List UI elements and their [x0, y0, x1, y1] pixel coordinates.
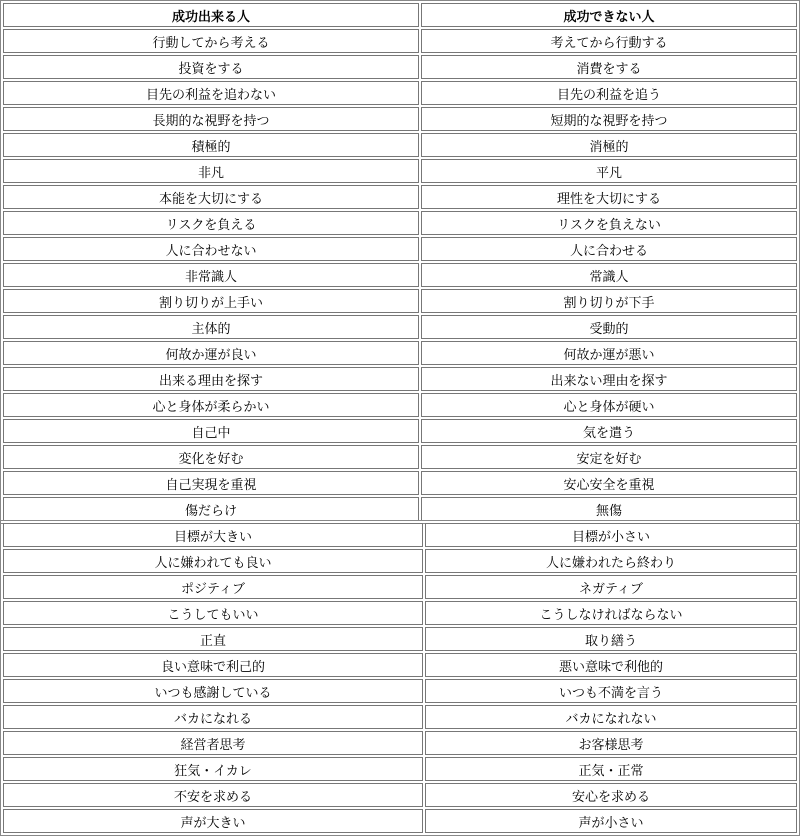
- failure-cell: 取り繕う: [425, 627, 797, 651]
- success-cell: 本能を大切にする: [3, 185, 419, 209]
- success-cell: いつも感謝している: [3, 679, 423, 703]
- table-row: [3, 523, 797, 547]
- table-row: [3, 237, 797, 261]
- success-cell: 出来る理由を探す: [3, 367, 419, 391]
- success-cell: 不安を求める: [3, 783, 423, 807]
- success-cell: ポジティブ: [3, 575, 423, 599]
- table-row: [3, 679, 797, 703]
- success-cell: 行動してから考える: [3, 29, 419, 53]
- failure-cell: 安定を好む: [421, 445, 797, 469]
- success-cell: リスクを負える: [3, 211, 419, 235]
- failure-cell: 安心安全を重視: [421, 471, 797, 495]
- failure-cell: 心と身体が硬い: [421, 393, 797, 417]
- table-row: [3, 601, 797, 625]
- failure-cell: 受動的: [421, 315, 797, 339]
- success-cell: 心と身体が柔らかい: [3, 393, 419, 417]
- table-row: [3, 367, 797, 391]
- failure-cell: 常識人: [421, 263, 797, 287]
- failure-cell: バカになれない: [425, 705, 797, 729]
- failure-cell: 気を遣う: [421, 419, 797, 443]
- table-row: [3, 575, 797, 599]
- success-cell: 傷だらけ: [3, 497, 419, 521]
- failure-cell: 短期的な視野を持つ: [421, 107, 797, 131]
- table-row: [3, 445, 797, 469]
- success-cell: 人に嫌われても良い: [3, 549, 423, 573]
- success-cell: 非常識人: [3, 263, 419, 287]
- table-row: [3, 29, 797, 53]
- failure-cell: 悪い意味で利他的: [425, 653, 797, 677]
- success-cell: 主体的: [3, 315, 419, 339]
- success-cell: 何故か運が良い: [3, 341, 419, 365]
- failure-cell: リスクを負えない: [421, 211, 797, 235]
- failure-cell: 割り切りが下手: [421, 289, 797, 313]
- header-failure: 成功できない人: [421, 3, 797, 27]
- success-cell: 自己中: [3, 419, 419, 443]
- table-row: [3, 341, 797, 365]
- failure-cell: 何故か運が悪い: [421, 341, 797, 365]
- success-cell: 人に合わせない: [3, 237, 419, 261]
- failure-cell: 理性を大切にする: [421, 185, 797, 209]
- failure-cell: 声が小さい: [425, 809, 797, 833]
- table-row: [3, 81, 797, 105]
- table-row: [3, 783, 797, 807]
- table-row: [3, 549, 797, 573]
- header-success: 成功出来る人: [3, 3, 419, 27]
- success-cell: 良い意味で利己的: [3, 653, 423, 677]
- failure-cell: 目標が小さい: [425, 523, 797, 547]
- table-row: [3, 133, 797, 157]
- comparison-table-2: [0, 520, 800, 836]
- failure-cell: 安心を求める: [425, 783, 797, 807]
- table-row: [3, 211, 797, 235]
- table-row: [3, 107, 797, 131]
- success-cell: 長期的な視野を持つ: [3, 107, 419, 131]
- success-cell: 投資をする: [3, 55, 419, 79]
- table-row: [3, 471, 797, 495]
- failure-cell: 消費をする: [421, 55, 797, 79]
- table-row: [3, 731, 797, 755]
- table-row: [3, 809, 797, 833]
- failure-cell: 正気・正常: [425, 757, 797, 781]
- failure-cell: 出来ない理由を探す: [421, 367, 797, 391]
- table-row: [3, 653, 797, 677]
- table-row: [3, 159, 797, 183]
- failure-cell: 消極的: [421, 133, 797, 157]
- failure-cell: お客様思考: [425, 731, 797, 755]
- success-cell: 声が大きい: [3, 809, 423, 833]
- failure-cell: 人に合わせる: [421, 237, 797, 261]
- table-row: [3, 185, 797, 209]
- success-cell: 割り切りが上手い: [3, 289, 419, 313]
- failure-cell: いつも不満を言う: [425, 679, 797, 703]
- table-row: [3, 627, 797, 651]
- success-cell: 変化を好む: [3, 445, 419, 469]
- success-cell: 正直: [3, 627, 423, 651]
- success-cell: 自己実現を重視: [3, 471, 419, 495]
- table-row: [3, 497, 797, 521]
- success-cell: 狂気・イカレ: [3, 757, 423, 781]
- table-row: [3, 419, 797, 443]
- success-cell: こうしてもいい: [3, 601, 423, 625]
- success-cell: 積極的: [3, 133, 419, 157]
- table-row: [3, 315, 797, 339]
- success-cell: 経営者思考: [3, 731, 423, 755]
- table-row: [3, 55, 797, 79]
- success-cell: 目標が大きい: [3, 523, 423, 547]
- header-row: [3, 3, 797, 27]
- success-cell: 非凡: [3, 159, 419, 183]
- success-cell: 目先の利益を追わない: [3, 81, 419, 105]
- failure-cell: 目先の利益を追う: [421, 81, 797, 105]
- table-row: [3, 393, 797, 417]
- table-row: [3, 263, 797, 287]
- table-row: [3, 289, 797, 313]
- failure-cell: 人に嫌われたら終わり: [425, 549, 797, 573]
- table-row: [3, 757, 797, 781]
- failure-cell: こうしなければならない: [425, 601, 797, 625]
- failure-cell: 考えてから行動する: [421, 29, 797, 53]
- failure-cell: 無傷: [421, 497, 797, 521]
- success-cell: バカになれる: [3, 705, 423, 729]
- table-row: [3, 705, 797, 729]
- failure-cell: ネガティブ: [425, 575, 797, 599]
- failure-cell: 平凡: [421, 159, 797, 183]
